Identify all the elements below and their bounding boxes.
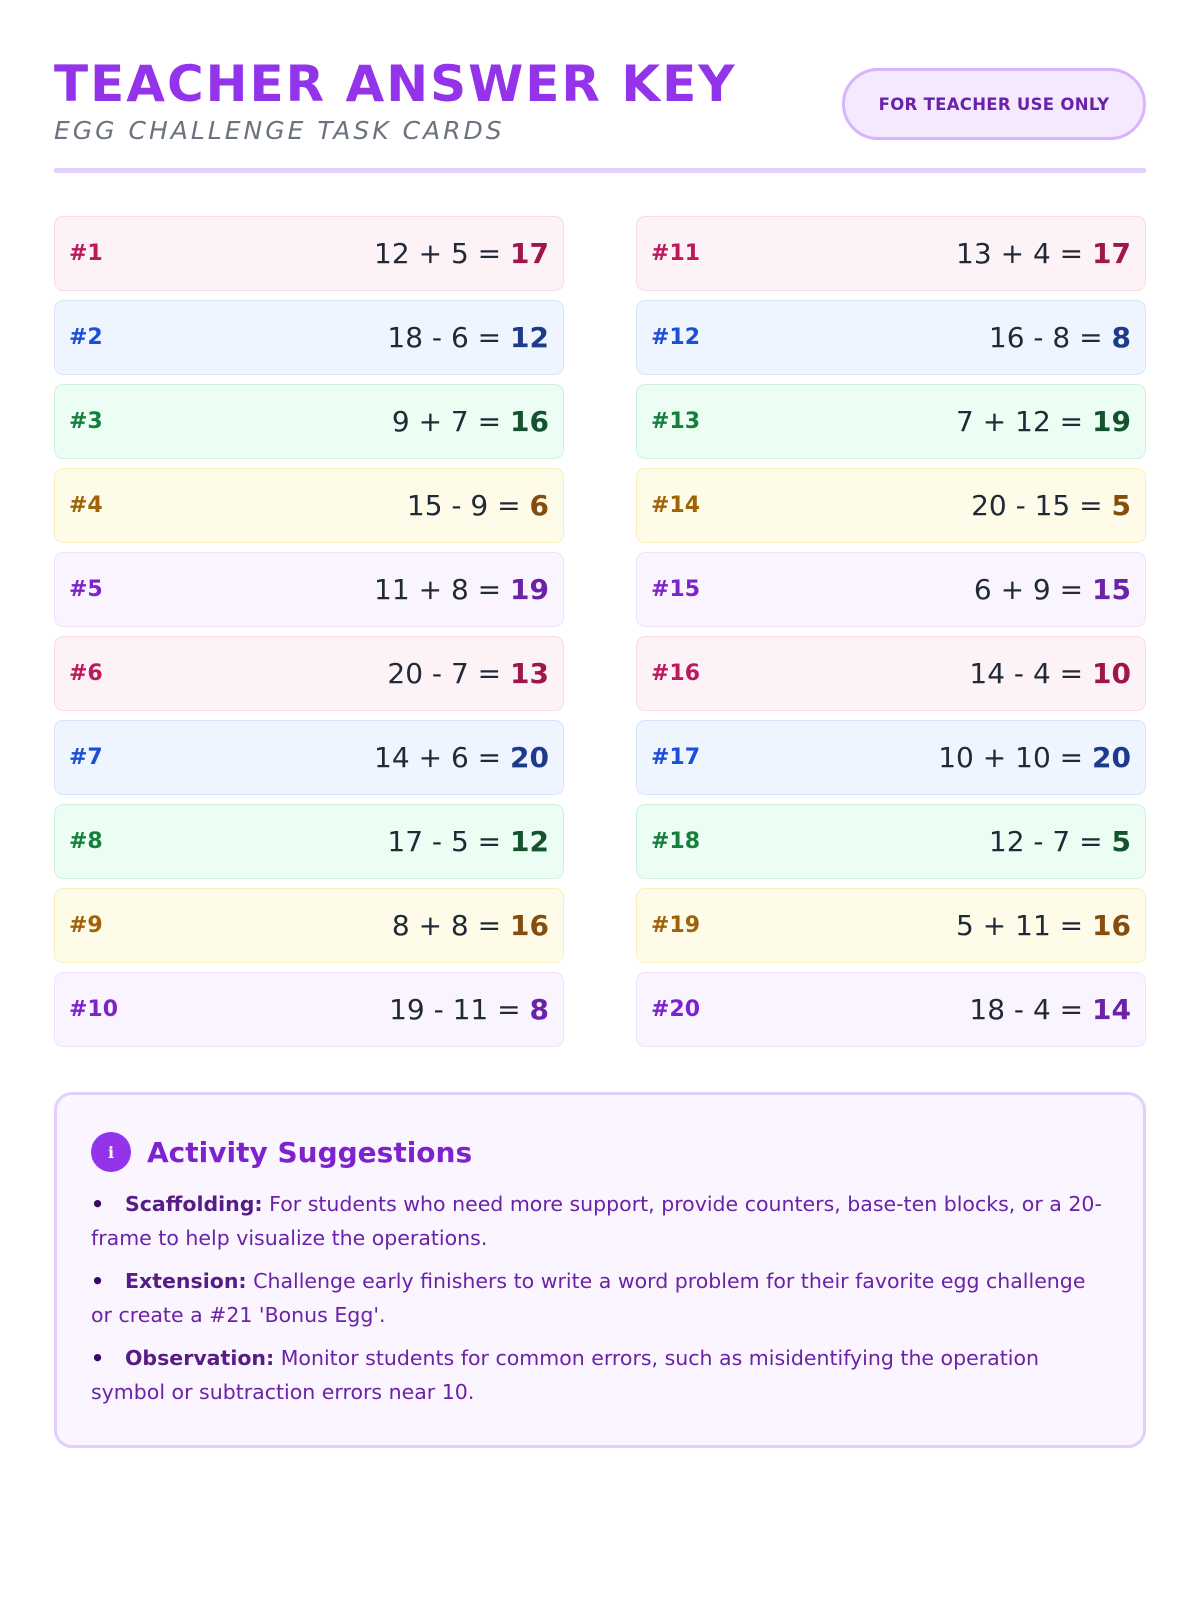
card-equation (969, 657, 1131, 690)
bullet-icon: • (91, 1269, 105, 1293)
card-problem: 14 - 4 = (969, 657, 1084, 690)
card-problem: 15 - 9 = (406, 489, 521, 522)
answer-card (54, 720, 564, 795)
card-number: #20 (651, 997, 701, 1022)
suggestion-text: Monitor students for common errors, such as misidentifying the operation symbol or subtraction errors near 10. (91, 1346, 1039, 1404)
card-equation (989, 825, 1131, 858)
card-problem: 5 + 11 = (956, 909, 1084, 942)
card-number: #5 (69, 577, 103, 602)
card-number: #8 (69, 829, 103, 854)
answer-card (636, 216, 1146, 291)
answer-card (54, 300, 564, 375)
card-equation (387, 657, 549, 690)
card-equation (956, 909, 1131, 942)
answer-card (54, 468, 564, 543)
card-answer: 16 (1092, 909, 1131, 942)
card-answer: 19 (1092, 405, 1131, 438)
card-number: #11 (651, 241, 701, 266)
card-equation (989, 321, 1131, 354)
card-problem: 12 + 5 = (374, 237, 502, 270)
card-number: #15 (651, 577, 701, 602)
answer-card (636, 468, 1146, 543)
card-problem: 13 + 4 = (956, 237, 1084, 270)
card-answer: 16 (510, 405, 549, 438)
answer-card (54, 804, 564, 879)
card-answer: 12 (510, 825, 549, 858)
card-equation (969, 993, 1131, 1026)
card-answer: 20 (510, 741, 549, 774)
card-answer: 19 (510, 573, 549, 606)
answer-card (636, 384, 1146, 459)
bullet-icon: • (91, 1192, 105, 1216)
card-number: #16 (651, 661, 701, 686)
card-number: #13 (651, 409, 701, 434)
card-number: #9 (69, 913, 103, 938)
teacher-only-badge: FOR TEACHER USE ONLY (842, 68, 1146, 140)
card-number: #19 (651, 913, 701, 938)
card-answer: 13 (510, 657, 549, 690)
bullet-icon: • (91, 1346, 105, 1370)
card-equation (974, 573, 1131, 606)
card-number: #7 (69, 745, 103, 770)
suggestion-item (91, 1341, 1109, 1409)
activity-suggestions-box (54, 1092, 1146, 1448)
card-equation (938, 741, 1131, 774)
suggestions-title: Activity Suggestions (147, 1135, 473, 1169)
card-answer: 17 (510, 237, 549, 270)
suggestion-item (91, 1264, 1109, 1332)
card-answer: 12 (510, 321, 549, 354)
answer-card (54, 972, 564, 1047)
card-equation (956, 237, 1131, 270)
card-equation (956, 405, 1131, 438)
suggestion-text: For students who need more support, provide counters, base-ten blocks, or a 20-frame to help visualize the operations. (91, 1192, 1102, 1250)
suggestion-label: Scaffolding: (125, 1192, 263, 1216)
card-equation (971, 489, 1131, 522)
card-number: #10 (69, 997, 119, 1022)
card-number: #1 (69, 241, 103, 266)
card-answer: 20 (1092, 741, 1131, 774)
card-equation (392, 909, 549, 942)
answer-card (636, 300, 1146, 375)
card-problem: 18 - 4 = (969, 993, 1084, 1026)
suggestion-item (91, 1187, 1109, 1255)
card-problem: 16 - 8 = (988, 321, 1103, 354)
suggestions-header (91, 1131, 1109, 1173)
card-problem: 10 + 10 = (938, 741, 1084, 774)
card-answer: 16 (510, 909, 549, 942)
card-problem: 7 + 12 = (956, 405, 1084, 438)
answer-card (54, 216, 564, 291)
page-header (54, 56, 1146, 176)
card-problem: 18 - 6 = (387, 321, 502, 354)
card-number: #3 (69, 409, 103, 434)
card-problem: 11 + 8 = (374, 573, 502, 606)
card-number: #14 (651, 493, 701, 518)
card-equation (374, 237, 549, 270)
answer-grid (54, 216, 1146, 1047)
answer-card (636, 804, 1146, 879)
card-number: #4 (69, 493, 103, 518)
answer-card (636, 888, 1146, 963)
page-title: TEACHER ANSWER KEY (54, 55, 737, 113)
answer-card (54, 552, 564, 627)
answer-card (54, 888, 564, 963)
answer-card (636, 552, 1146, 627)
answer-card (54, 636, 564, 711)
card-problem: 12 - 7 = (988, 825, 1103, 858)
card-answer: 5 (1111, 489, 1131, 522)
card-equation (374, 741, 549, 774)
header-divider (54, 168, 1146, 173)
card-answer: 14 (1092, 993, 1131, 1026)
suggestion-label: Observation: (125, 1346, 275, 1370)
card-equation (374, 573, 549, 606)
card-number: #17 (651, 745, 701, 770)
card-answer: 15 (1092, 573, 1131, 606)
card-answer: 8 (529, 993, 549, 1026)
answer-card (636, 720, 1146, 795)
info-icon: i (91, 1132, 131, 1172)
card-equation (387, 321, 549, 354)
card-equation (389, 993, 549, 1026)
card-equation (387, 825, 549, 858)
card-answer: 6 (529, 489, 549, 522)
card-problem: 8 + 8 = (391, 909, 502, 942)
card-problem: 6 + 9 = (973, 573, 1084, 606)
card-problem: 9 + 7 = (391, 405, 502, 438)
card-equation (407, 489, 549, 522)
suggestions-list (91, 1187, 1109, 1409)
card-answer: 10 (1092, 657, 1131, 690)
card-equation (392, 405, 549, 438)
card-problem: 19 - 11 = (389, 993, 521, 1026)
card-number: #6 (69, 661, 103, 686)
card-problem: 17 - 5 = (387, 825, 502, 858)
card-answer: 17 (1092, 237, 1131, 270)
card-number: #18 (651, 829, 701, 854)
card-number: #2 (69, 325, 103, 350)
card-problem: 20 - 7 = (387, 657, 502, 690)
page-subtitle: EGG CHALLENGE TASK CARDS (54, 116, 505, 145)
answer-card (54, 384, 564, 459)
card-problem: 14 + 6 = (374, 741, 502, 774)
card-answer: 8 (1111, 321, 1131, 354)
answer-card (636, 636, 1146, 711)
card-answer: 5 (1111, 825, 1131, 858)
answer-card (636, 972, 1146, 1047)
card-number: #12 (651, 325, 701, 350)
suggestion-label: Extension: (125, 1269, 247, 1293)
card-problem: 20 - 15 = (971, 489, 1103, 522)
suggestion-text: Challenge early finishers to write a word problem for their favorite egg challenge or create a #21 'Bonus Egg'. (91, 1269, 1086, 1327)
